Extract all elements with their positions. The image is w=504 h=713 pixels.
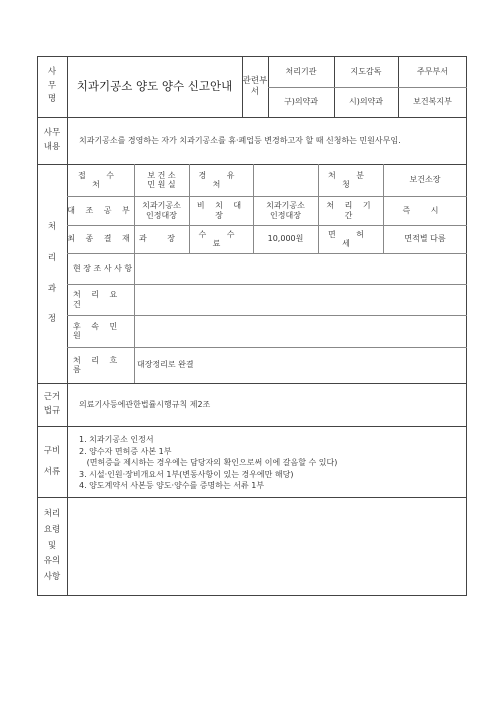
- basis-text: 의료기사등에관한법률시행규칙 제2조: [79, 399, 211, 409]
- processing-period-label: 처 리 기 간: [326, 201, 375, 220]
- kept-ledger-label: 비 치 대 장: [196, 201, 246, 220]
- follow-up-label: 후 속 민 원: [73, 321, 122, 340]
- header-col-supervision: 지도감독: [350, 66, 382, 76]
- description-text: 치과기공소를 경영하는 자가 치과기공소를 휴·폐업등 변경하고자 할 때 신청하는 민원사무임.: [79, 135, 401, 145]
- via-office-value: [253, 164, 318, 196]
- header-col-processing-agency: 처리기관: [285, 66, 317, 76]
- header-val-supervision: 시)의약과: [348, 97, 384, 107]
- via-office-label: 경 유 처: [198, 170, 244, 189]
- processing-period-value: 즉 시: [402, 205, 448, 215]
- list-item: 3. 시설·인원·장비개요서 1부(변동사항이 있는 경우에만 해당): [79, 469, 294, 479]
- reference-ledger-label: 대 조 공 부: [67, 205, 134, 215]
- kept-ledger-value: 치과기공소 인정대장: [266, 201, 305, 220]
- disposition-office-value: 보건소장: [409, 175, 441, 185]
- list-item: 1. 치과기공소 인정서: [79, 435, 154, 444]
- header-val-processing-agency: 구)의약과: [283, 97, 319, 107]
- header-section-label: 사 무 명: [47, 67, 57, 105]
- divider-basis: [37, 426, 467, 427]
- final-approval-value: 과 장: [139, 234, 184, 244]
- processing-flow-value: 대장정리로 완결: [137, 360, 194, 370]
- reference-ledger-value: 치과기공소 인정대장: [142, 201, 181, 220]
- site-survey-label: 현 장 조 사 사 항: [73, 263, 133, 273]
- description-label: 사무 내용: [43, 127, 61, 152]
- license-tax-value: 면적별 다름: [404, 234, 446, 244]
- process-label: 처 리 과 정: [47, 222, 57, 325]
- list-item: 2. 양수자 면허증 사본 1부: [79, 446, 172, 456]
- notes-text: [67, 497, 467, 596]
- documents-label: 구비 서류: [43, 446, 61, 477]
- header-col-department: 주무부서: [417, 66, 448, 76]
- final-approval-label: 최 종 결 재: [67, 234, 134, 244]
- receipt-office-value: 보 건 소 민 원 실: [147, 170, 176, 189]
- documents-list: [79, 434, 337, 492]
- disposition-office-label: 처 분 청: [328, 170, 373, 189]
- list-item: (면허증을 제시하는 경우에는 담당자의 확인으로써 이에 갈음할 수 있다): [79, 458, 338, 467]
- requirements-label: 처 리 요 건: [73, 290, 122, 309]
- processing-flow-label: 처 리 흐 름: [73, 355, 122, 374]
- receipt-office-label: 접 수 처: [78, 170, 123, 189]
- fee-label: 수 수 료: [198, 229, 244, 248]
- list-item: 4. 양도계약서 사본등 양도·양수를 증명하는 서류 1부: [79, 481, 265, 490]
- page-title: 치과기공소 양도 양수 신고안내: [76, 78, 233, 93]
- header-val-department: 보건복지부: [413, 97, 452, 107]
- related-dept-label: 관련부 서: [242, 76, 268, 97]
- fee-value: 10,000원: [267, 234, 304, 244]
- notes-label: 처리 요령 및 유의 사항: [43, 509, 61, 583]
- basis-label: 근거 법규: [43, 391, 61, 416]
- license-tax-label: 면 허 세: [328, 229, 373, 248]
